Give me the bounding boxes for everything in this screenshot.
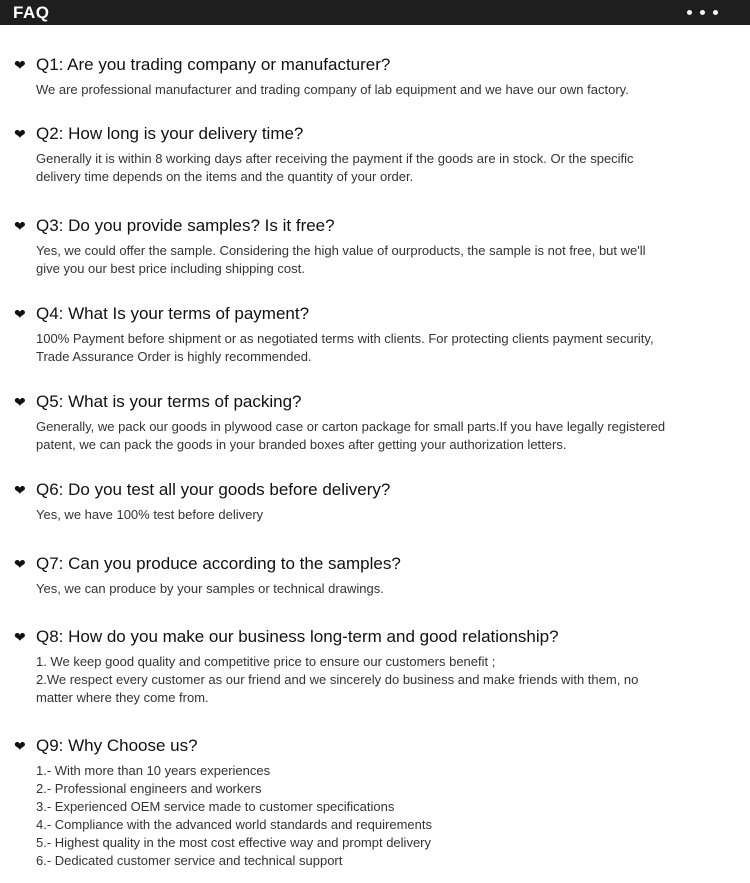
faq-item-1 (0, 55, 750, 99)
faq-item-3 (0, 216, 750, 278)
answer-text: Yes, we can produce by your samples or technical drawings. (36, 581, 384, 596)
question-text: Q5: What is your terms of packing? (36, 392, 302, 411)
heart-icon: ❤ (14, 556, 26, 572)
faq-item-4 (0, 304, 750, 366)
faq-item-9 (0, 736, 750, 870)
heart-icon: ❤ (14, 482, 26, 498)
question-text: Q2: How long is your delivery time? (36, 124, 304, 143)
faq-item-7 (0, 554, 750, 598)
answer-text: 1. We keep good quality and competitive price to ensure our customers benefit ; 2.We respect every customer as our friend and we sincerely do business and make friends with them, no matter where they come from. (36, 654, 639, 705)
faq-item-8 (0, 627, 750, 707)
answer-text: Generally it is within 8 working days after receiving the payment if the goods are in stock. Or the specific delivery time depends on the items and the quantity of your order. (36, 151, 634, 184)
heart-icon: ❤ (14, 394, 26, 410)
question-text: Q3: Do you provide samples? Is it free? (36, 216, 335, 235)
page-title: FAQ (13, 2, 50, 22)
answer-text: Yes, we have 100% test before delivery (36, 507, 264, 522)
faq-item-2 (0, 124, 750, 186)
question-text: Q9: Why Choose us? (36, 736, 198, 755)
answer-text: Yes, we could offer the sample. Considering the high value of ourproducts, the sample is not free, but we'll give you our best price including shipping cost. (36, 243, 646, 276)
answer-text: We are professional manufacturer and trading company of lab equipment and we have our own factory. (36, 82, 629, 97)
more-options-icon[interactable] (687, 10, 718, 15)
faq-item-5 (0, 392, 750, 454)
heart-icon: ❤ (14, 306, 26, 322)
question-text: Q6: Do you test all your goods before delivery? (36, 480, 391, 499)
heart-icon: ❤ (14, 126, 26, 142)
faq-header (0, 0, 750, 25)
question-text: Q4: What Is your terms of payment? (36, 304, 310, 323)
question-text: Q1: Are you trading company or manufacturer? (36, 55, 391, 74)
answer-text: 1.- With more than 10 years experiences 2.- Professional engineers and workers 3.- Experienced OEM service made to customer specifications 4.- Compliance with the advanced world standards and requirements 5.- Highest quality in the most cost effective way and prompt delivery 6.- Dedicated customer service and technical support (36, 763, 432, 868)
heart-icon: ❤ (14, 738, 26, 754)
heart-icon: ❤ (14, 629, 26, 645)
question-text: Q7: Can you produce according to the samples? (36, 554, 401, 573)
faq-item-6 (0, 480, 750, 524)
answer-text: Generally, we pack our goods in plywood case or carton package for small parts.If you have legally registered patent, we can pack the goods in your branded boxes after getting your authorization letters. (36, 419, 666, 452)
question-text: Q8: How do you make our business long-term and good relationship? (36, 627, 559, 646)
answer-text: 100% Payment before shipment or as negotiated terms with clients. For protecting clients payment security, Trade Assurance Order is highly recommended. (36, 331, 654, 364)
heart-icon: ❤ (14, 218, 26, 234)
heart-icon: ❤ (14, 57, 26, 73)
